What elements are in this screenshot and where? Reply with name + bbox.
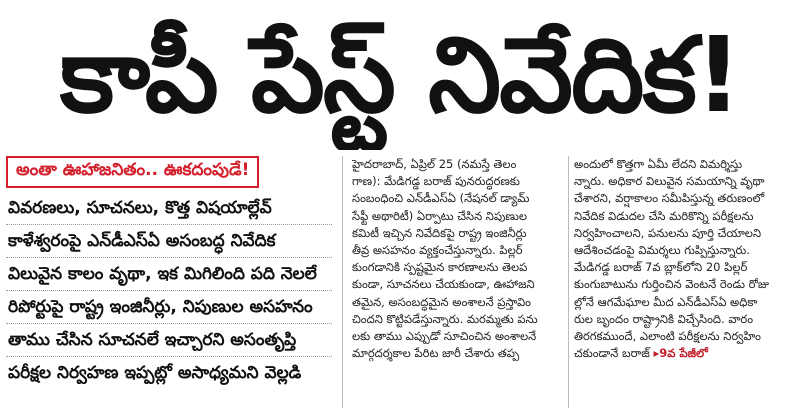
article-line: ల్లోనే ఆగమేఘాల మీద ఎన్‌డీఎస్‌ఏ అధికా (574, 294, 758, 309)
article-line: కుండా, సూచనలు చేయకుండా, ఊహాజని (352, 277, 535, 292)
article-line: నిర్వహించాలని, పనులను పూర్తి చేయాలని (574, 225, 762, 240)
column-divider (342, 156, 343, 408)
continued-marker: ▸9వ పేజీలో (653, 346, 708, 361)
article-line: రుల బృందం రాష్ట్రానికి విచ్చేసింది. వారం (574, 311, 754, 326)
highlight-point: రిపోర్టుపై రాష్ట్ర ఇంజినీర్లు, నిపుణుల అసహనం (6, 291, 332, 324)
headline-text: కాపీ పేస్ట్‌ నివేదిక! (59, 14, 741, 136)
article-line: కమిటీ ఇచ్చిన నివేదికపై రాష్ట్ర ఇంజినీర్లు (352, 225, 527, 240)
highlight-point: వివరణలు, సూచనలు, కొత్త విషయాల్లేవ్ (6, 192, 332, 225)
article-line: హైదరాబాద్‌, ఏప్రిల్‌ 25 (నమస్తే తెలం (352, 157, 517, 171)
article-line: గాణ): మేడిగడ్డ బరాజ్‌ పునరుద్ధరణకు (352, 174, 520, 189)
column-divider (568, 156, 569, 408)
highlight-point: విలువైన కాలం వృథా, ఇక మిగిలింది పది నెలలే (6, 258, 332, 291)
article-line: ఆదేశించడంపై విమర్శలు గుప్పిస్తున్నారు. (574, 243, 750, 258)
article-line-last (574, 345, 794, 362)
article-line: న్నారు. అధికార విలువైన సమయాన్ని వృథా (574, 174, 765, 189)
highlight-point: తాము చేసిన సూచనలే ఇచ్చారని అసంతృప్తి (6, 324, 332, 357)
article-line: మేడిగడ్డ బరాజ్‌ 7వ బ్లాక్‌లోని 20 పిల్లర్‌ (574, 260, 748, 275)
highlight-point: కాళేశ్వరంపై ఎన్‌డీఎస్‌ఏ అసంబద్ధ నివేదిక (6, 225, 332, 258)
headline (6, 0, 794, 150)
article-column-2 (574, 156, 794, 362)
article-line: తిరగకముందే, ఎలాంటి పరీక్షలను నిర్వహిం (574, 329, 761, 344)
article-line: తమైన, అసంబద్ధమైన అంశాలనే ప్రస్తావిం (352, 294, 531, 309)
article-line: కుంగుబాటును గుర్తించిన వెంటనే రెండు రోజు (574, 277, 770, 292)
article-line: తీవ్ర అసహనం వ్యక్తంచేస్తున్నారు. పిల్లర్‌ (352, 243, 523, 258)
article-line-text: చకుండానే బరాజ్‌ (574, 346, 650, 361)
highlight-point: పరీక్షల నిర్వహణ ఇప్పట్లో అసాధ్యమని వెల్లడి (8, 363, 302, 383)
highlights-panel (6, 156, 332, 389)
article-column-1 (352, 156, 564, 362)
article-line: నివేదిక విడుదల చేసి మరికొన్ని పరీక్షలను (574, 208, 754, 223)
article-line: సంబంధించి ఎన్‌డీఎస్‌ఏ (నేషనల్‌ డ్యామ్‌ (352, 191, 530, 206)
continued-text: 9వ పేజీలో (659, 346, 708, 361)
article-line: లకు తాము ఎప్పుడో సూచించిన అంశాలనే (352, 329, 537, 344)
article-line: సేఫ్టీ అథారిటీ) ఏర్పాటు చేసిన నిపుణుల (352, 208, 527, 223)
article-line: చిందని కొట్టిపడేస్తున్నారు. మరమ్మతు పను (352, 311, 538, 326)
article-line: మార్గదర్శకాల పేరిట జారీ చేశారు తప్ప (352, 346, 520, 361)
article-line: అందులో కొత్తగా ఏమీ లేదని విమర్శిస్తు (574, 157, 743, 171)
highlight-tag: అంతా ఊహాజనితం.. ఊకదంపుడే! (6, 156, 259, 188)
article-line: చేశారని, వర్షాకాలం సమీపిస్తున్న తరుణంలో (574, 191, 765, 206)
article-line: కుంగడానికి స్పష్టమైన కారణాలను తెలప (352, 260, 528, 275)
